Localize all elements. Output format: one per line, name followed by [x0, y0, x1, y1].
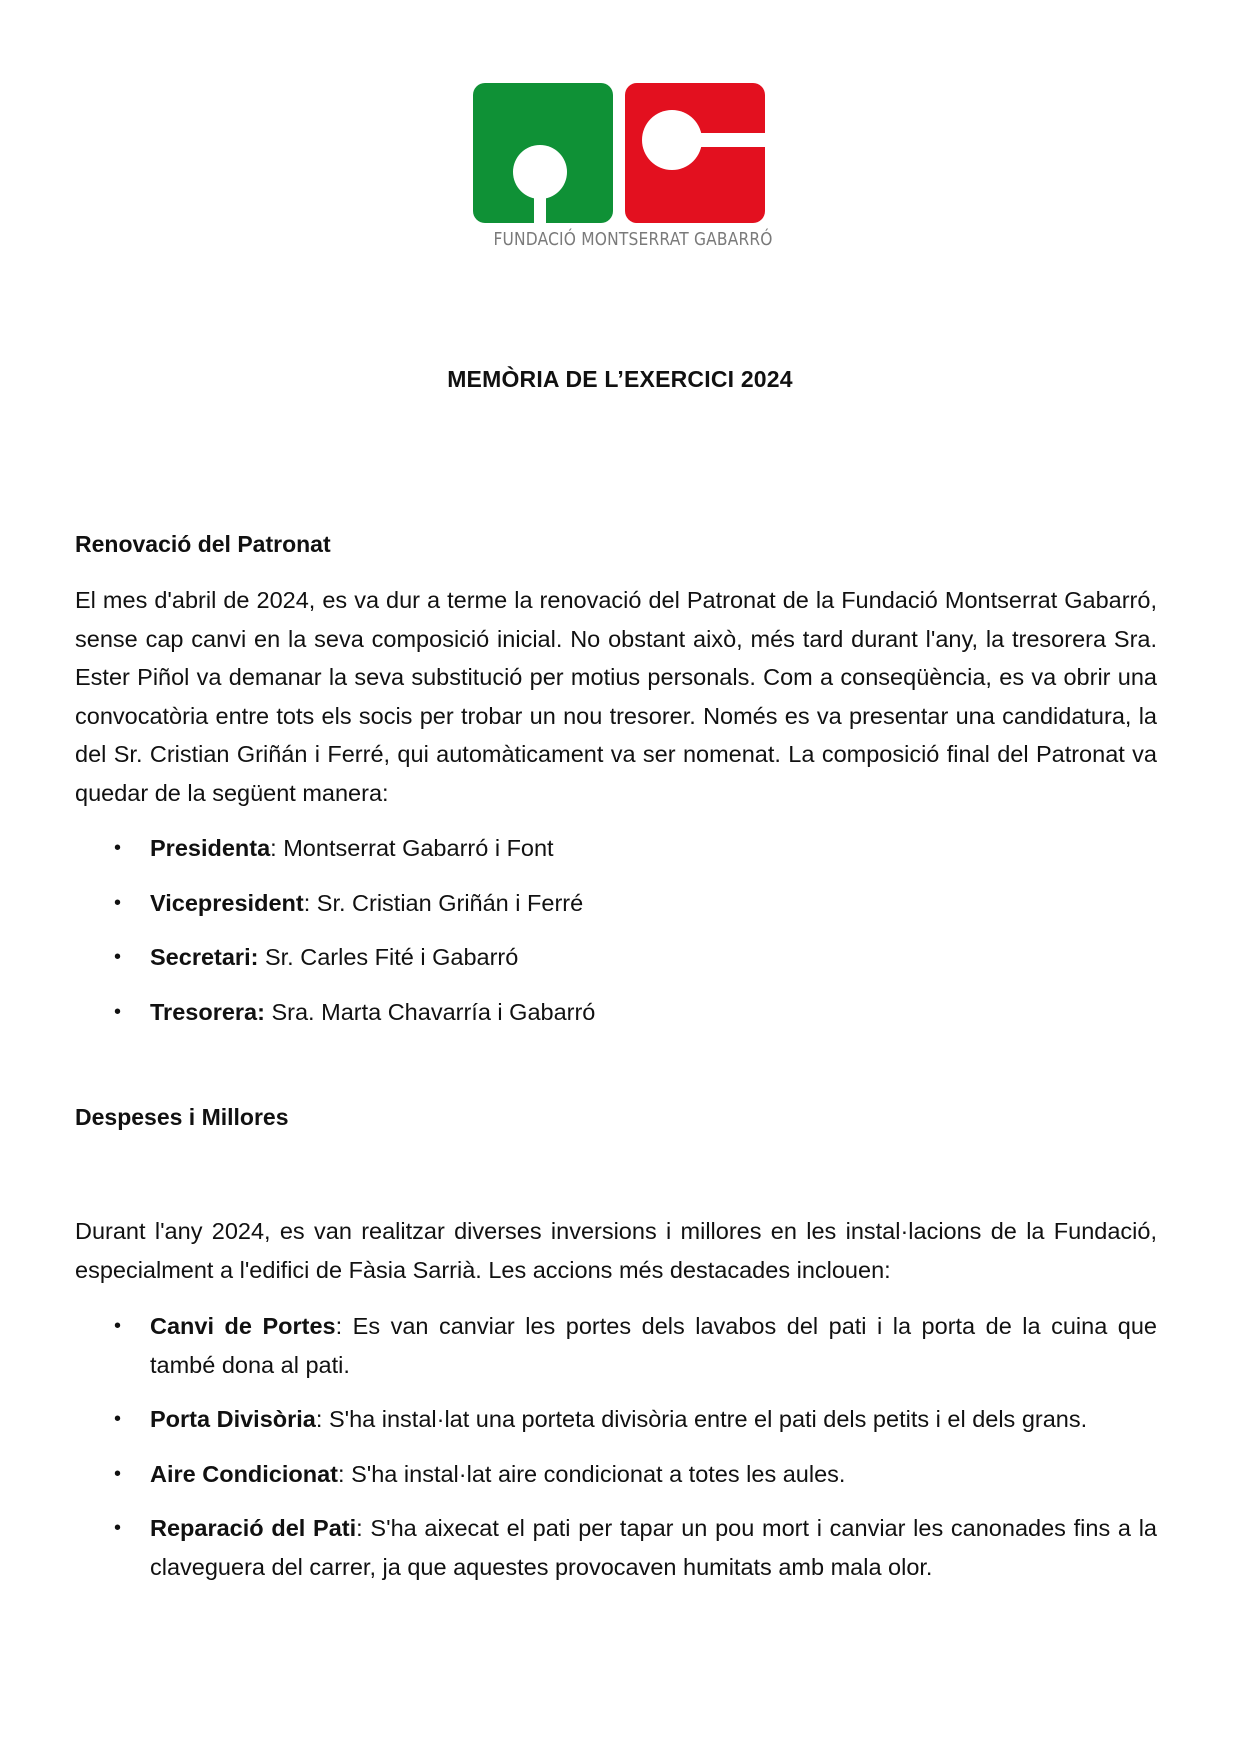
list-item — [75, 884, 1157, 923]
item-text: Sra. Marta Chavarría i Gabarró — [271, 998, 596, 1025]
item-label: Presidenta — [150, 835, 271, 861]
section-heading-despeses: Despeses i Millores — [75, 1104, 289, 1130]
item-separator: : — [356, 1515, 371, 1542]
item-label: Canvi de Portes — [150, 1313, 336, 1339]
item-text: S'ha instal·lat aire condicionat a totes les aules. — [351, 1460, 846, 1487]
paragraph-despeses: Durant l'any 2024, es van realitzar diverses inversions i millores en les instal·lacions de la Fundació, especialment a l'edifici de Fàsia Sarrià. Les accions més destacades inclouen: — [75, 1218, 1157, 1283]
document-title: MEMÒRIA DE L’EXERCICI 2024 — [447, 366, 793, 392]
bullet-icon: • — [114, 1462, 122, 1485]
item-text: Sr. Cristian Griñán i Ferré — [316, 889, 584, 916]
list-item — [75, 1455, 1157, 1494]
logo-green-tile — [473, 83, 613, 223]
item-separator: : — [338, 1460, 352, 1487]
item-label: Porta Divisòria — [150, 1406, 316, 1433]
bullet-icon: • — [114, 946, 122, 969]
item-text: Montserrat Gabarró i Font — [283, 835, 554, 861]
improvements-list — [75, 1307, 1157, 1587]
item-separator: : — [270, 835, 284, 861]
item-label: Aire Condicionat — [150, 1460, 339, 1487]
bullet-icon: • — [114, 1000, 122, 1023]
item-label: Secretari: — [150, 944, 259, 971]
item-label: Vicepresident — [150, 889, 304, 916]
section-despeses-body — [75, 1212, 1157, 1289]
logo-mark-icon — [473, 83, 765, 225]
item-text: S'ha instal·lat una porteta divisòria entre el pati dels petits i el dels grans. — [328, 1406, 1088, 1433]
list-item — [75, 829, 1157, 868]
item-text: Sr. Carles Fité i Gabarró — [264, 944, 519, 971]
item-separator: : — [335, 1313, 353, 1339]
logo-red-tile — [625, 83, 765, 223]
bullet-icon: • — [114, 891, 122, 914]
item-text: Es van canviar les portes dels lavabos del pati i la porta de la cuina que també dona al pati. — [150, 1313, 1157, 1378]
bullet-icon: • — [114, 1315, 122, 1337]
item-text: S'ha aixecat el pati per tapar un pou mort i canviar les canonades fins a la claveguera del carrer, ja que aquestes provocaven humitats amb mala olor. — [150, 1515, 1158, 1580]
item-separator: : — [315, 1406, 329, 1433]
patronat-member-list — [75, 829, 1157, 1031]
foundation-logo — [473, 83, 773, 253]
section-heading-patronat: Renovació del Patronat — [75, 531, 331, 557]
item-label: Tresorera: — [150, 998, 265, 1025]
paragraph-patronat: El mes d'abril de 2024, es va dur a terme la renovació del Patronat de la Fundació Montserrat Gabarró, sense cap canvi en la seva composició inicial. No obstant això, més tard durant l'any, la tresorera Sra. Ester Piñol va demanar la seva substitució per motius personals. Com a conseqüència, es va obrir una convocatòria entre tots els socis per trobar un nou tresorer. Només es va presentar una candidatura, la del Sr. Cristian Griñán i Ferré, qui automàticament va ser nomenat. La composició final del Patronat va quedar de la següent manera: — [75, 587, 1157, 806]
bullet-icon: • — [114, 1408, 122, 1431]
list-item — [75, 1509, 1157, 1586]
list-item — [75, 1400, 1157, 1439]
list-item — [75, 1307, 1157, 1384]
section-patronat-body — [75, 581, 1157, 813]
item-separator: : — [303, 889, 317, 916]
logo-caption: FUNDACIÓ MONTSERRAT GABARRÓ — [493, 229, 773, 250]
item-label: Reparació del Pati — [150, 1515, 357, 1542]
bullet-icon: • — [114, 1517, 122, 1540]
list-item — [75, 993, 1157, 1032]
list-item — [75, 938, 1157, 977]
bullet-icon: • — [114, 837, 122, 859]
